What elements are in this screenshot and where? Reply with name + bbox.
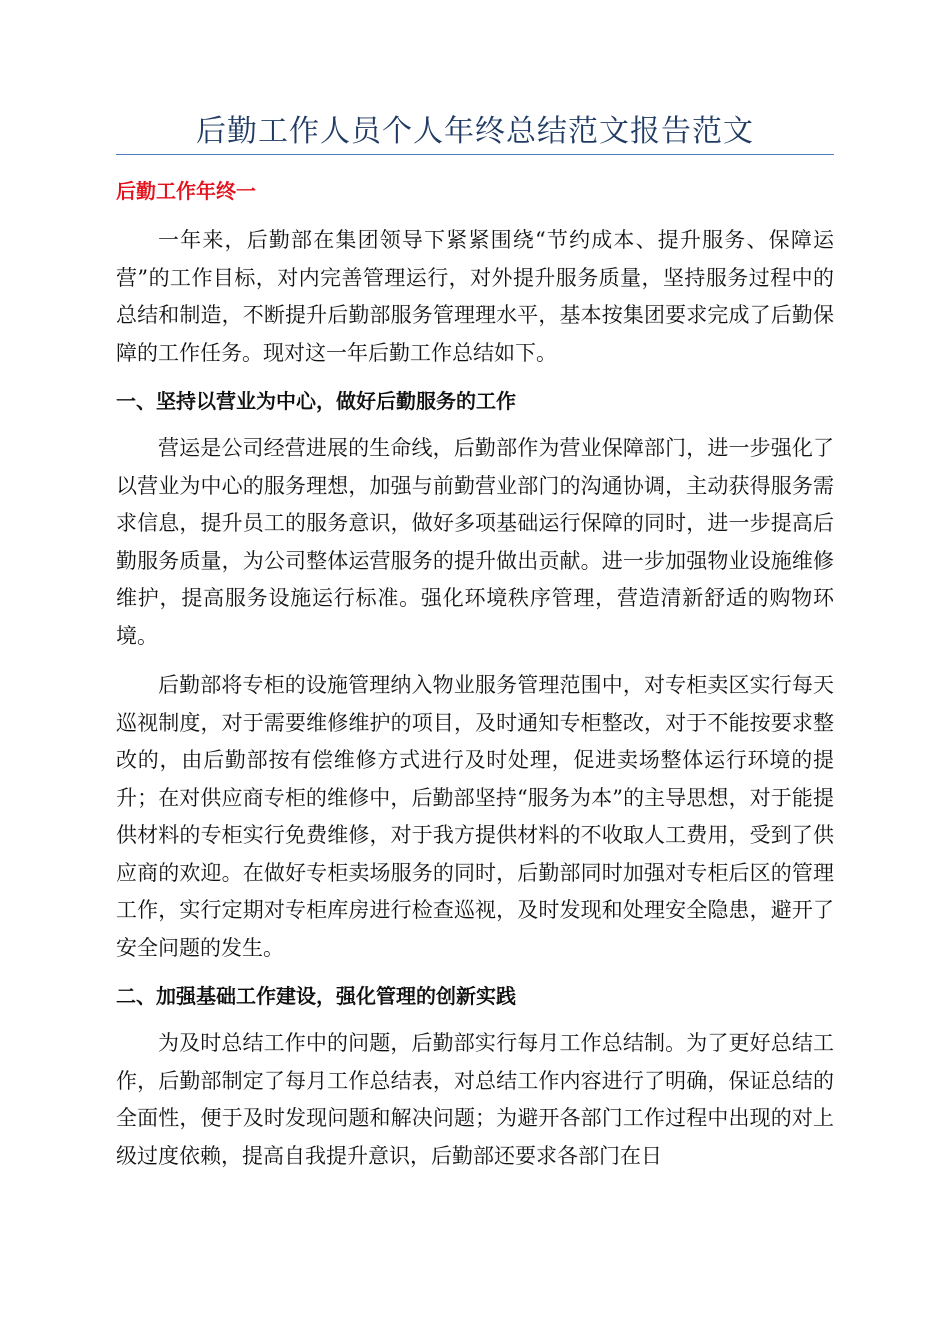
subheading-one: 一、坚持以营业为中心，做好后勤服务的工作 [116, 389, 516, 413]
paragraph-operations: 营运是公司经营进展的生命线，后勤部作为营业保障部门，进一步强化了以营业为中心的服务理想，加强与前勤营业部门的沟通协调，主动获得服务需求信息，提升员工的服务意识，做好多项基础运行保障的同时，进一步提高后勤服务质量，为公司整体运营服务的提升做出贡献。进一步加强物业设施维修维护，提高服务设施运行标准。强化环境秩序管理，营造清新舒适的购物环境。 [116, 436, 834, 648]
paragraph-counter-management: 后勤部将专柜的设施管理纳入物业服务管理范围中，对专柜卖区实行每天巡视制度，对于需要维修维护的项目，及时通知专柜整改，对于不能按要求整改的，由后勤部按有偿维修方式进行及时处理，促进卖场整体运行环境的提升；在对供应商专柜的维修中，后勤部坚持“服务为本”的主导思想，对于能提供材料的专柜实行免费维修，对于我方提供材料的不收取人工费用，受到了供应商的欢迎。在做好专柜卖场服务的同时，后勤部同时加强对专柜后区的管理工作，实行定期对专柜库房进行检查巡视，及时发现和处理安全隐患，避开了安全问题的发生。 [116, 673, 834, 960]
document-title: 后勤工作人员个人年终总结范文报告范文 [196, 114, 754, 149]
section-heading: 后勤工作年终一 [116, 179, 256, 203]
paragraph-monthly-summary: 为及时总结工作中的问题，后勤部实行每月工作总结制。为了更好总结工作，后勤部制定了每月工作总结表，对总结工作内容进行了明确，保证总结的全面性，便于及时发现问题和解决问题；为避开各部门工作过程中出现的对上级过度依赖，提高自我提升意识，后勤部还要求各部门在日 [116, 1031, 834, 1168]
title-underline [116, 154, 834, 155]
subheading-two: 二、加强基础工作建设，强化管理的创新实践 [116, 984, 516, 1008]
paragraph-intro: 一年来，后勤部在集团领导下紧紧围绕“节约成本、提升服务、保障运营”的工作目标，对内完善管理运行，对外提升服务质量，坚持服务过程中的总结和制造，不断提升后勤部服务管理理水平，基本按集团要求完成了后勤保障的工作任务。现对这一年后勤工作总结如下。 [116, 228, 834, 365]
document-body [116, 222, 834, 1187]
